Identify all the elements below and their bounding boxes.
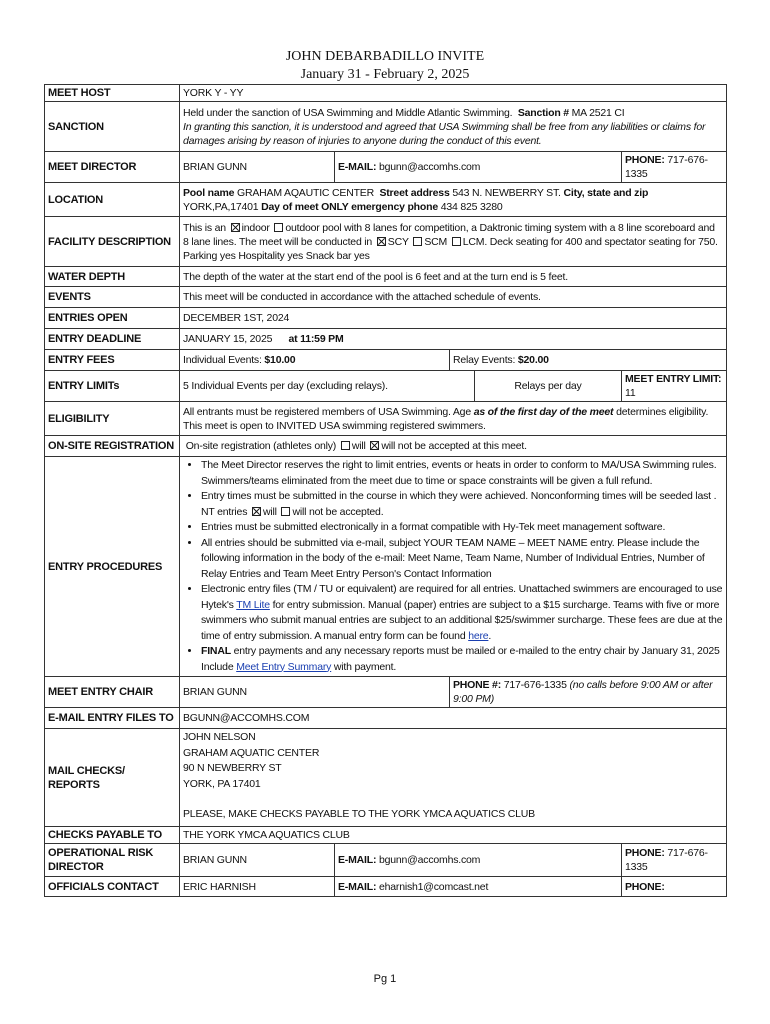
scy-checkbox[interactable]: [377, 237, 386, 246]
indoor-text: indoor: [241, 221, 270, 234]
row-mail-checks: [45, 729, 727, 827]
email-label: E-MAIL:: [338, 880, 377, 893]
facility-text: This is an: [183, 221, 226, 234]
officials-name: ERIC HARNISH: [180, 877, 335, 897]
meet-director-name: BRIAN GUNN: [180, 152, 335, 183]
risk-director-name: BRIAN GUNN: [180, 844, 335, 877]
entry-deadline-label: ENTRY DEADLINE: [45, 329, 180, 350]
meet-info-table: [44, 84, 727, 897]
row-facility: [45, 217, 727, 267]
nt-will-not-text: will not be accepted.: [292, 505, 384, 518]
email-value: bgunn@accomhs.com: [378, 854, 481, 866]
eligibility-label: ELIGIBILITY: [45, 402, 180, 436]
sanction-statement: In granting this sanction, it is understood and agreed that USA Swimming shall be free from any liabilities or claims for damages arising by reason of injuries to anyone during the conduct of this event.: [183, 120, 706, 147]
officials-email: [335, 877, 622, 897]
row-events: [45, 287, 727, 308]
row-email-files: [45, 708, 727, 729]
row-onsite: [45, 436, 727, 457]
address-line: GRAHAM AQUATIC CENTER: [183, 746, 320, 759]
location-value: [180, 183, 727, 217]
nt-will-not-checkbox[interactable]: [281, 507, 290, 516]
city-label: City, state and zip: [563, 186, 649, 199]
facility-label: FACILITY DESCRIPTION: [45, 217, 180, 267]
checks-note: PLEASE, MAKE CHECKS PAYABLE TO THE YORK YMCA AQUATICS CLUB: [183, 808, 535, 820]
row-entry-procedures: [45, 457, 727, 677]
manual-entry-form-link[interactable]: here: [468, 629, 489, 642]
officials-phone: [622, 877, 727, 897]
entries-open-label: ENTRIES OPEN: [45, 308, 180, 329]
scm-text: SCM: [424, 235, 448, 248]
phone-label: PHONE:: [625, 880, 665, 893]
row-entry-fees: [45, 350, 727, 371]
final-label: FINAL: [201, 645, 231, 657]
row-sanction: [45, 102, 727, 152]
mail-checks-value: [180, 729, 727, 827]
email-value: bgunn@accomhs.com: [378, 161, 481, 173]
list-item: [201, 536, 723, 583]
document-dates: January 31 - February 2, 2025: [300, 67, 470, 82]
relay-fee-label: Relay Events:: [453, 354, 516, 366]
events-value: This meet will be conducted in accordance with the attached schedule of events.: [180, 287, 727, 308]
nt-will-checkbox[interactable]: [252, 507, 261, 516]
risk-director-email: [335, 844, 622, 877]
meet-director-label: MEET DIRECTOR: [45, 152, 180, 183]
meet-limit-label: MEET ENTRY LIMIT:: [625, 373, 722, 385]
procedure-text: entry payments and any necessary reports must be mailed or e-mailed to the entry chair by January 31, 2025 Include: [201, 645, 720, 673]
meet-host-label: MEET HOST: [45, 85, 180, 102]
document-title: JOHN DEBARBADILLO INVITE: [285, 49, 485, 64]
list-item: [201, 520, 723, 536]
address-line: 90 N NEWBERRY ST: [183, 762, 282, 774]
sanction-number-label: Sanction #: [517, 106, 569, 119]
row-meet-host: [45, 85, 727, 102]
procedure-text: .: [488, 629, 492, 642]
risk-director-phone: [622, 844, 727, 877]
entry-chair-name: BRIAN GUNN: [180, 677, 450, 708]
row-meet-director: [45, 152, 727, 183]
entry-chair-label: MEET ENTRY CHAIR: [45, 677, 180, 708]
procedure-text: Entries must be submitted electronically in a format compatible with Hy-Tek meet management software.: [201, 521, 666, 533]
procedures-list: [183, 458, 723, 675]
procedure-text: Entry times must be submitted in the course in which they were achieved. Nonconforming times will be seeded last . NT entries: [201, 490, 717, 518]
email-files-label: E-MAIL ENTRY FILES TO: [45, 708, 180, 729]
individual-fee-label: Individual Events:: [183, 354, 262, 366]
indoor-checkbox[interactable]: [231, 223, 240, 232]
meet-entry-summary-link[interactable]: Meet Entry Summary: [236, 660, 332, 673]
list-item: [201, 582, 723, 644]
entry-chair-phone: [450, 677, 727, 708]
onsite-will-text: will: [351, 440, 366, 452]
events-label: EVENTS: [45, 287, 180, 308]
procedure-text: for entry submission. Manual (paper) entries are subject to a $15 surcharge. Teams with five or more swimmers who submit manual entries are subject to an additional $25/swimmer surcharge. These fees are due at the time of entry submission. A manual entry form can be found: [201, 598, 723, 642]
facility-value: [180, 217, 727, 267]
phone-value: 717-676-1335: [503, 679, 567, 691]
phone-value: 717-676-1335: [625, 154, 708, 180]
procedure-text: All entries should be submitted via e-mail, subject YOUR TEAM NAME – MEET NAME entry. Please include the following information in the body of the e-mail: Meet Name, Team Name, Number of Individual Entries, Number of Relay Entries and Team Meet Entry Person's Contact Information: [201, 536, 705, 580]
relay-limit: Relays per day: [475, 371, 622, 402]
page-number: Pg 1: [373, 973, 397, 985]
tm-lite-link[interactable]: TM Lite: [236, 598, 270, 611]
relay-fee: [450, 350, 727, 371]
phone-note: (no calls before 9:00 AM or after 9:00 PM): [453, 679, 713, 705]
deadline-time: at 11:59 PM: [288, 333, 344, 345]
nt-will-text: will: [262, 505, 277, 518]
outdoor-text: outdoor pool with 8 lanes for competition, a Daktronic timing system with a 8 line scoreboard and 8 lane lines. The meet will be conducted in: [183, 221, 715, 248]
emergency-label: Day of meet ONLY emergency phone: [261, 200, 438, 213]
sanction-label: SANCTION: [45, 102, 180, 152]
entry-procedures-value: [180, 457, 727, 677]
deadline-date: JANUARY 15, 2025: [183, 333, 273, 345]
scm-checkbox[interactable]: [413, 237, 422, 246]
street-value: 543 N. NEWBERRY ST.: [452, 186, 561, 199]
individual-fee: [180, 350, 450, 371]
entries-open-value: DECEMBER 1ST, 2024: [180, 308, 727, 329]
procedure-text: The Meet Director reserves the right to limit entries, events or heats in order to conform to MA/USA Swimming rules. Swimmers/teams eliminated from the meet due to time or space constraints will be given a full refund.: [201, 459, 717, 487]
checks-payable-value: THE YORK YMCA AQUATICS CLUB: [180, 827, 727, 844]
meet-host-value: YORK Y - YY: [180, 85, 727, 102]
phone-label: PHONE:: [625, 154, 665, 166]
meet-entry-limit: [622, 371, 727, 402]
entry-deadline-value: [180, 329, 727, 350]
entry-limits-label: ENTRY LIMITs: [45, 371, 180, 402]
row-location: [45, 183, 727, 217]
list-item: [201, 644, 723, 675]
email-files-value: BGUNN@ACCOMHS.COM: [180, 708, 727, 729]
row-entry-limits: [45, 371, 727, 402]
scy-text: SCY: [387, 235, 409, 248]
onsite-will-checkbox[interactable]: [341, 441, 350, 450]
meet-director-phone: [622, 152, 727, 183]
onsite-label: ON-SITE REGISTRATION: [45, 436, 180, 457]
pool-name: GRAHAM AQAUTIC CENTER: [237, 186, 374, 199]
address-line: JOHN NELSON: [183, 731, 256, 743]
location-label: LOCATION: [45, 183, 180, 217]
city-value: YORK,PA,17401: [183, 200, 259, 213]
eligibility-value: [180, 402, 727, 436]
sanction-line1: Held under the sanction of USA Swimming and Middle Atlantic Swimming.: [183, 106, 513, 119]
water-depth-label: WATER DEPTH: [45, 267, 180, 287]
entry-procedures-label: ENTRY PROCEDURES: [45, 457, 180, 677]
meet-director-email: [335, 152, 622, 183]
row-eligibility: [45, 402, 727, 436]
lcm-checkbox[interactable]: [452, 237, 461, 246]
individual-limit: 5 Individual Events per day (excluding relays).: [180, 371, 475, 402]
phone-label: PHONE:: [625, 847, 665, 859]
sanction-number: MA 2521 CI: [571, 106, 625, 119]
water-depth-value: The depth of the water at the start end of the pool is 6 feet and at the turn end is 5 feet.: [180, 267, 727, 287]
entry-fees-label: ENTRY FEES: [45, 350, 180, 371]
phone-value: 717-676-1335: [625, 847, 708, 873]
eligibility-text-1: All entrants must be registered members of USA Swimming. Age: [183, 405, 471, 418]
phone-label: PHONE #:: [453, 679, 501, 691]
eligibility-text-2: determines eligibility. This meet is open to INVITED USA swimming registered swimmers.: [183, 405, 709, 432]
emergency-phone: 434 825 3280: [440, 200, 503, 213]
list-item: [201, 489, 723, 520]
eligibility-emphasis: as of the first day of the meet: [473, 405, 614, 418]
lcm-text: LCM. Deck seating for 400 and spectator seating for 750. Parking yes Hospitality yes Snack bar yes: [183, 235, 718, 262]
outdoor-checkbox[interactable]: [274, 223, 283, 232]
risk-director-label: OPERATIONAL RISK DIRECTOR: [45, 844, 180, 877]
officials-label: OFFICIALS CONTACT: [45, 877, 180, 897]
row-entry-deadline: [45, 329, 727, 350]
street-label: Street address: [379, 186, 450, 199]
procedure-text: with payment.: [333, 660, 397, 673]
onsite-will-not-text: will not be accepted at this meet.: [381, 440, 527, 452]
row-checks-payable: [45, 827, 727, 844]
row-officials: [45, 877, 727, 897]
relay-fee-value: $20.00: [517, 354, 549, 366]
row-entry-chair: [45, 677, 727, 708]
email-value: eharnish1@comcast.net: [378, 880, 489, 893]
row-entries-open: [45, 308, 727, 329]
onsite-value: [180, 436, 727, 457]
pool-name-label: Pool name: [183, 186, 235, 199]
onsite-text: On-site registration (athletes only): [185, 440, 337, 452]
onsite-will-not-checkbox[interactable]: [370, 441, 379, 450]
meet-limit-value: 11: [625, 387, 636, 399]
individual-fee-value: $10.00: [264, 354, 296, 366]
procedure-text: Electronic entry files (TM / TU or equivalent) are required for all entries. Unattached swimmers are encouraged to use Hytek's: [201, 583, 723, 611]
row-water-depth: [45, 267, 727, 287]
mail-checks-label: MAIL CHECKS/ REPORTS: [45, 729, 180, 827]
email-label: E-MAIL:: [338, 854, 377, 866]
sanction-value: [180, 102, 727, 152]
list-item: [201, 458, 723, 489]
row-risk-director: [45, 844, 727, 877]
address-line: YORK, PA 17401: [183, 777, 261, 790]
email-label: E-MAIL:: [338, 161, 377, 173]
checks-payable-label: CHECKS PAYABLE TO: [45, 827, 180, 844]
